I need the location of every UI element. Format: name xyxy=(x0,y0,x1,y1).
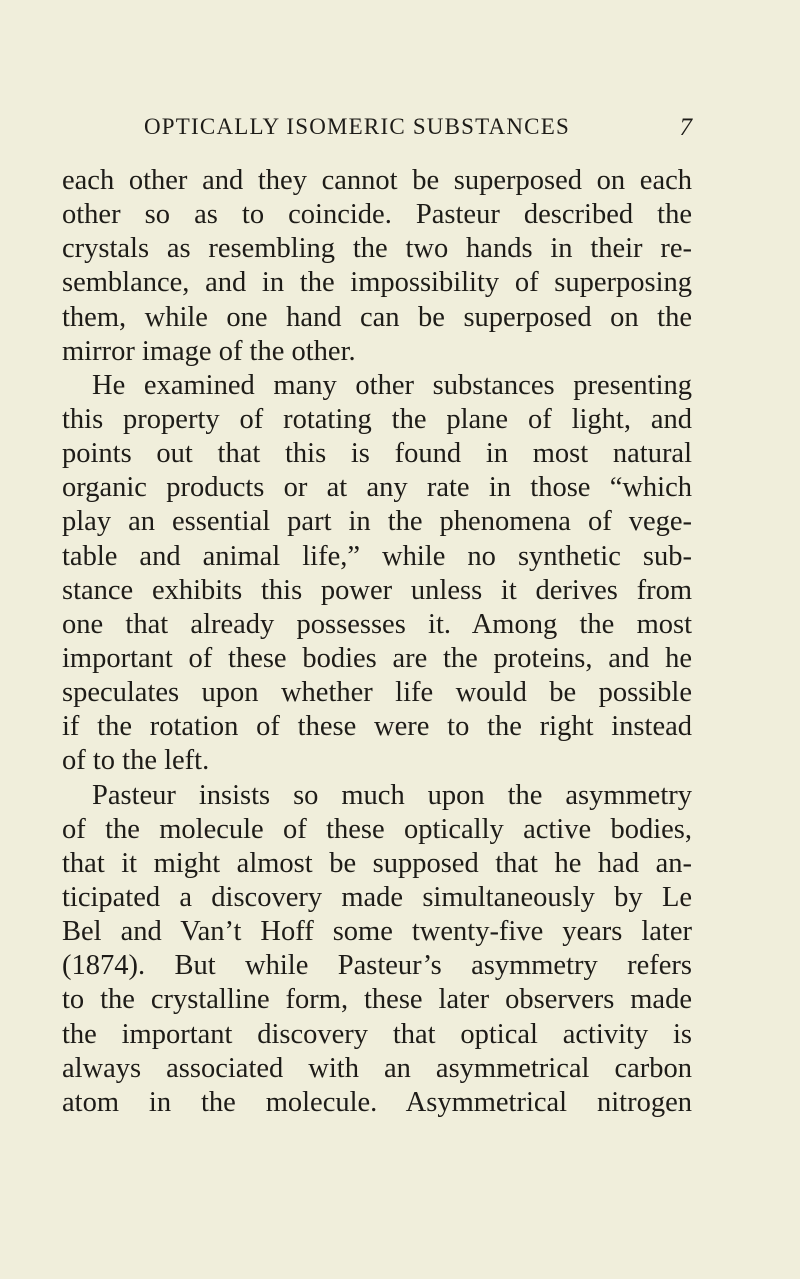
text-line: always associated with an asymmetrical carbon xyxy=(62,1052,692,1084)
text-line: Pasteur insists so much upon the asymmetry xyxy=(92,779,692,811)
text-line: to the crystalline form, these later observers made xyxy=(62,984,692,1016)
text-line: (1874). But while Pasteur’s asymmetry refers xyxy=(62,950,692,982)
text-line: He examined many other substances presenting xyxy=(92,369,692,401)
text-line: crystals as resembling the two hands in their re- xyxy=(62,233,692,265)
text-line: important of these bodies are the proteins, and he xyxy=(62,642,692,674)
text-line: of to the left. xyxy=(62,745,210,777)
text-line: each other and they cannot be superposed on each xyxy=(62,165,692,196)
text-line: speculates upon whether life would be possible xyxy=(62,677,692,709)
text-line: semblance, and in the impossibility of superposing xyxy=(62,267,692,299)
text-line: points out that this is found in most natural xyxy=(62,438,692,470)
page-number: 7 xyxy=(679,114,692,141)
text-line: play an essential part in the phenomena of vege- xyxy=(62,506,692,538)
text-line: other so as to coincide. Pasteur described the xyxy=(62,199,692,231)
text-line: the important discovery that optical activity is xyxy=(62,1018,692,1050)
body-text xyxy=(62,164,692,1120)
text-line: this property of rotating the plane of light, and xyxy=(62,403,692,435)
text-line: table and animal life,” while no synthetic sub- xyxy=(62,540,692,572)
running-head xyxy=(62,114,692,144)
text-line: of the molecule of these optically active bodies, xyxy=(62,813,692,845)
text-line: one that already possesses it. Among the most xyxy=(62,608,692,640)
text-line: stance exhibits this power unless it derives from xyxy=(62,574,692,606)
text-line: if the rotation of these were to the right instead xyxy=(62,711,692,743)
text-line: Bel and Van’t Hoff some twenty-five years later xyxy=(62,916,692,948)
text-line: ticipated a discovery made simultaneously by Le xyxy=(62,881,692,913)
text-line: mirror image of the other. xyxy=(62,335,356,367)
text-line: them, while one hand can be superposed on the xyxy=(62,301,692,333)
text-line: atom in the molecule. Asymmetrical nitrogen xyxy=(62,1086,692,1118)
text-line: that it might almost be supposed that he had an- xyxy=(62,847,692,879)
running-head-title: OPTICALLY ISOMERIC SUBSTANCES xyxy=(144,114,570,139)
text-line: organic products or at any rate in those “which xyxy=(62,472,692,504)
